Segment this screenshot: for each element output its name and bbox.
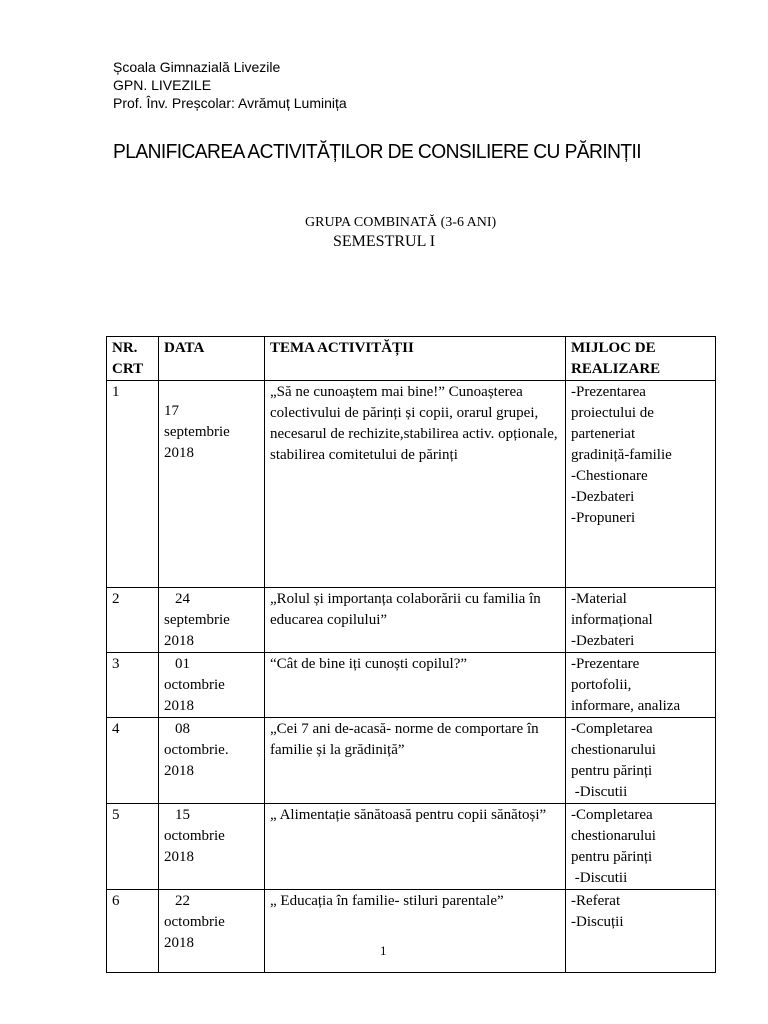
date-day: 01 [175,656,190,672]
topic-text: „Rolul și importanța colaborării cu familia în educarea copilului” [270,591,541,628]
method-line: pentru părinți [571,763,653,779]
row-method [566,804,716,890]
row-method [566,588,716,653]
row-method [566,890,716,973]
row-nr: 2 [107,588,159,653]
topic-text: „ Alimentație sănătoasă pentru copii sănătoși” [270,807,547,823]
document-title: PLANIFICAREA ACTIVITĂȚILOR DE CONSILIERE CU PĂRINȚII [113,141,642,163]
method-line: -Chestionare [571,468,648,484]
gpn-name: GPN. LIVEZILE [113,77,212,93]
row-date [159,381,265,588]
topic-text: “Cât de bine iți cunoști copilul?” [270,656,468,672]
header-tema: TEMA ACTIVITĂȚII [265,337,566,381]
date-year: 2018 [164,698,194,714]
topic-text: „ Educația în familie- stiluri parentale” [270,893,504,909]
row-topic [265,890,566,973]
date-month: septembrie [164,424,230,440]
date-month: octombrie [164,677,225,693]
method-line: -Completarea [571,807,653,823]
row-topic [265,653,566,718]
method-line: -Prezentarea [571,384,646,400]
row-method [566,653,716,718]
method-line: -Completarea [571,721,653,737]
activities-table [106,336,716,973]
row-topic [265,381,566,588]
header-nr-line: NR. [112,340,138,356]
method-line: -Material [571,591,627,607]
row-topic [265,718,566,804]
document-header [113,58,347,112]
method-line: chestionarului [571,828,656,844]
table-row [107,588,716,653]
date-month: octombrie [164,914,225,930]
table-row [107,718,716,804]
row-date [159,718,265,804]
date-year: 2018 [164,445,194,461]
topic-text: „Cei 7 ani de-acasă- norme de comportare în familie și la grădiniță” [270,721,539,758]
method-line: portofolii, [571,677,632,693]
date-month: octombrie [164,828,225,844]
date-year: 2018 [164,935,194,951]
table-row [107,653,716,718]
semester-label: SEMESTRUL I [333,233,436,250]
date-day: 17 [164,403,179,419]
row-nr: 3 [107,653,159,718]
header-mijloc-line: MIJLOC DE [571,340,656,356]
row-method [566,381,716,588]
table-row [107,890,716,973]
method-line: informare, analiza [571,698,681,714]
table-row [107,381,716,588]
table-header-row [107,337,716,381]
method-line: -Referat [571,893,621,909]
date-day: 24 [175,591,190,607]
header-mijloc [566,337,716,381]
date-month: octombrie. [164,742,229,758]
row-date [159,588,265,653]
row-nr: 5 [107,804,159,890]
date-day: 22 [175,893,190,909]
method-line: gradiniță-familie [571,447,672,463]
method-line: -Discuții [571,914,624,930]
date-year: 2018 [164,633,194,649]
method-line: -Dezbateri [571,489,635,505]
date-year: 2018 [164,763,194,779]
method-line: -Propuneri [571,510,636,526]
date-day: 15 [175,807,190,823]
row-nr: 1 [107,381,159,588]
teacher-name: Prof. Înv. Preșcolar: Avrămuț Luminița [113,95,347,111]
row-nr: 6 [107,890,159,973]
method-line: chestionarului [571,742,656,758]
method-line: -Prezentare [571,656,640,672]
date-year: 2018 [164,849,194,865]
school-name: Școala Gimnazială Livezile [113,59,281,75]
row-topic [265,804,566,890]
method-line: -Discutii [571,784,628,800]
row-nr: 4 [107,718,159,804]
header-crt-line: CRT [112,361,144,377]
page-number: 1 [380,943,387,958]
method-line: informațional [571,612,653,628]
date-month: septembrie [164,612,230,628]
row-date [159,804,265,890]
group-label: GRUPA COMBINATĂ (3-6 ANI) [305,215,497,230]
header-data: DATA [159,337,265,381]
method-line: proiectului de [571,405,654,421]
method-line: -Dezbateri [571,633,635,649]
method-line: parteneriat [571,426,636,442]
header-realizare-line: REALIZARE [571,361,661,377]
row-topic [265,588,566,653]
table-row [107,804,716,890]
row-method [566,718,716,804]
row-date [159,653,265,718]
date-day: 08 [175,721,190,737]
topic-text: „Să ne cunoaștem mai bine!” Cunoașterea colectivului de părinți și copii, orarul grupei, necesarul de rechizite,stabilirea activ. opționale, stabilirea comitetului de părinți [270,384,558,463]
method-line: -Discutii [571,870,628,886]
header-nr [107,337,159,381]
method-line: pentru părinți [571,849,653,865]
row-date [159,890,265,973]
